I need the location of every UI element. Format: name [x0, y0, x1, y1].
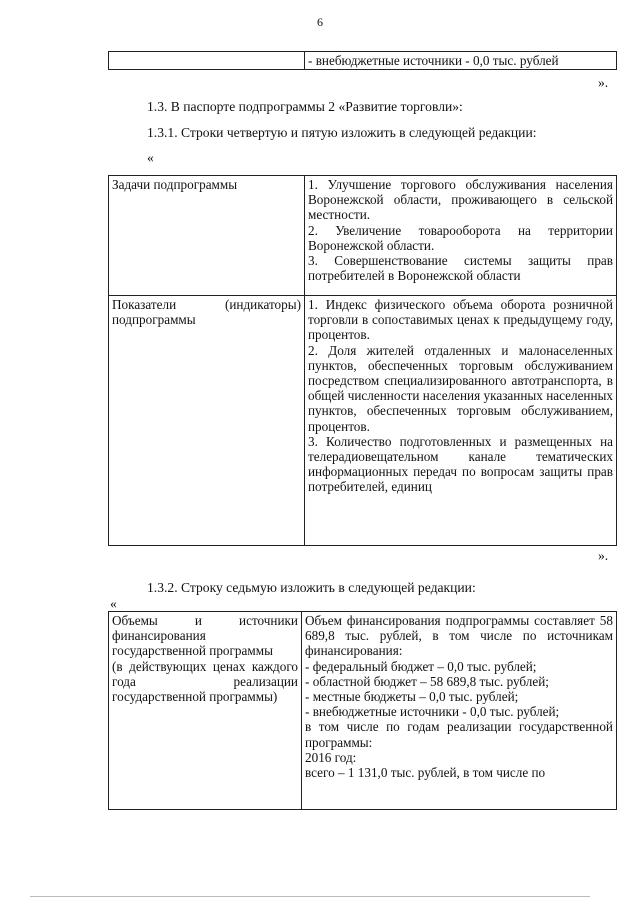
row-label: [109, 296, 305, 546]
passport-table-1: [108, 175, 617, 546]
list-item: 3. Количество подготовленных и размещенных на телерадиовещательном канале тематических информационных передач по вопросам защиты прав потребителей, единиц: [308, 433, 613, 495]
page-number: 6: [317, 15, 323, 29]
label-text: Объемы и источники финансирования государственной программы: [112, 613, 298, 659]
row-content: [305, 176, 617, 296]
funding-line: в том числе по годам реализации государственной программы:: [305, 719, 613, 750]
funding-line: - внебюджетные источники - 0,0 тыс. рублей;: [305, 704, 560, 720]
table-cell: - внебюджетные источники - 0,0 тыс. рублей: [305, 52, 617, 70]
funding-line: Объем финансирования подпрограммы составляет 58 689,8 тыс. рублей, в том числе по источникам финансирования:: [305, 613, 613, 659]
table-row: [109, 296, 617, 546]
list-item: 1. Индекс физического объема оборота розничной торговли в сопоставимых ценах к предыдущему году, процентов.: [308, 297, 613, 343]
row-content: [302, 612, 617, 810]
opening-quote: «: [147, 150, 154, 165]
label-note: (в действующих ценах каждого года реализации государственной программы): [112, 658, 298, 705]
row-content: [305, 296, 617, 546]
funding-line: всего – 1 131,0 тыс. рублей, в том числе по: [305, 765, 546, 781]
paragraph-1-3-1: 1.3.1. Строки четвертую и пятую изложить в следующей редакции:: [147, 125, 537, 140]
list-item: 2. Увеличение товарооборота на территории Воронежской области.: [308, 222, 613, 253]
table-row: [109, 612, 617, 810]
list-item: 3. Совершенствование системы защиты прав потребителей в Воронежской области: [308, 253, 613, 284]
row-label: [109, 176, 305, 296]
table-row: [109, 176, 617, 296]
funding-line: 2016 год:: [305, 749, 357, 765]
label-text: Задачи подпрограммы: [112, 177, 238, 192]
list-item: 2. Доля жителей отдаленных и малонаселенных пунктов, обеспеченных торговым обслуживанием посредством специализированного автотранспорта, в общей численности населения указанных населенных пунктов, обеспеченных торговым обслуживанием, процентов.: [308, 342, 613, 434]
table-cell-empty: [109, 52, 305, 70]
closing-quote: ».: [598, 75, 609, 90]
list-item: 1. Улучшение торгового обслуживания населения Воронежской области, проживающего в сельской местности.: [308, 177, 613, 223]
funding-line: - местные бюджеты – 0,0 тыс. рублей;: [305, 689, 519, 705]
footer-rule: [30, 896, 590, 897]
funding-line: - областной бюджет – 58 689,8 тыс. рублей;: [305, 673, 549, 689]
opening-quote: «: [110, 596, 117, 611]
passport-table-2: [108, 611, 617, 810]
label-text: Показатели (индикаторы) подпрограммы: [112, 297, 301, 328]
funding-line: - федеральный бюджет – 0,0 тыс. рублей;: [305, 658, 537, 674]
continued-table: [108, 51, 617, 70]
closing-quote: ».: [598, 548, 609, 563]
paragraph-1-3-2: 1.3.2. Строку седьмую изложить в следующей редакции:: [147, 580, 476, 595]
row-label: [109, 612, 302, 810]
table-row: [109, 52, 617, 70]
paragraph-1-3: 1.3. В паспорте подпрограммы 2 «Развитие торговли»:: [147, 99, 463, 114]
